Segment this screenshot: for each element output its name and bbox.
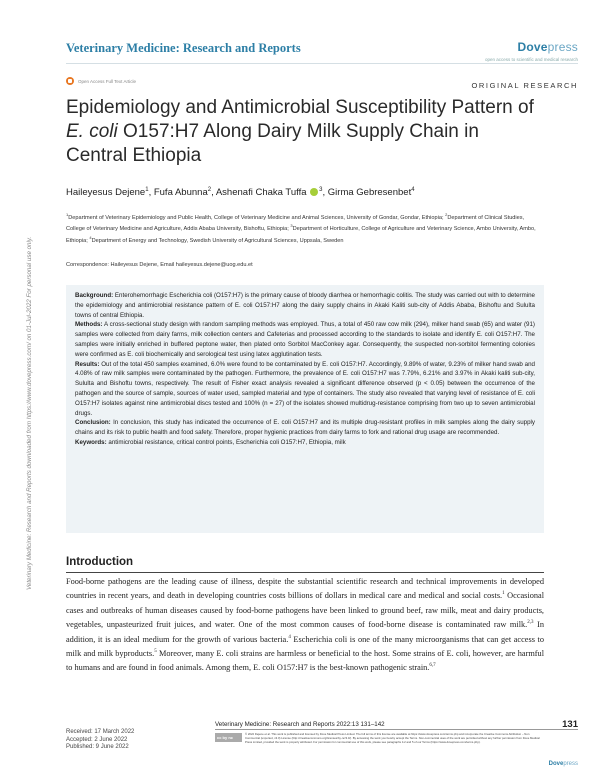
- abstract-section-text: A cross-sectional study design with random sampling methods was employed. Thus, a total of 450 raw cow milk (294), milker hand swab (65) and water (91) samples were collected from dairy farms, milk collection centers and Cafeterias and processed according to the standards to isolate and identify E. coli O157:H7. The samples were initially enriched in buffered peptone water, then plated onto Sorbitol MacConkey agar. Consequently, the suspected non-sorbitol fermenting colonies were confirmed as E. coli biochemically and serological test using latex agglutination tests.: [75, 321, 535, 358]
- download-watermark-text: Veterinary Medicine: Research and Reports downloaded from https://www.dovepress.com/ on 01-Jul-2022 For personal use only.: [26, 236, 33, 590]
- article-type: ORIGINAL RESEARCH: [471, 81, 578, 90]
- abstract-results: [75, 360, 535, 419]
- affiliation-text: Department of Clinical Studies, College of Veterinary Medicine and Agriculture, Addis Ababa University, Bishoftu, Ethiopia;: [66, 214, 525, 233]
- citation-ref[interactable]: 4: [288, 634, 291, 640]
- author-affiliation-ref: 1: [145, 187, 149, 193]
- author-list: Haileyesus Dejene$^1$, Fufa Abunna$^2$, Ashenafi Chaka Tuffa $^3$, Girma Gebresenbet$^4$: [66, 187, 415, 199]
- citation-ref[interactable]: 1: [502, 591, 505, 597]
- page-number: 131: [562, 719, 578, 730]
- intro-text: Moreover, many E. coli strains are harmless or beneficial to the host. Some strains of E. coli, however, are harmful to humans and are found in food animals. Among them, E. coli O157:H7 is the best-known pathogenic strain.: [66, 649, 544, 673]
- section-heading: Introduction: [66, 556, 134, 568]
- author-name: Fufa Abunna: [153, 187, 208, 199]
- affiliation-number: 4: [89, 234, 92, 240]
- title-part2: O157:H7 Along Dairy Milk Supply Chain in Central Ethiopia: [66, 121, 479, 166]
- accepted-date: Accepted: 2 June 2022: [66, 736, 128, 743]
- abstract-section-label: Methods:: [75, 321, 103, 329]
- author-affiliation-ref: 3: [319, 187, 323, 193]
- open-access-lock-icon: [66, 77, 74, 85]
- intro-text: In addition, it is an ideal medium for the growth of various bacteria.: [66, 620, 544, 644]
- abstract-box: [66, 285, 544, 533]
- article-title: [66, 96, 536, 168]
- intro-text: Occasional cases and outbreaks of human diseases caused by food-borne pathogens have been linked to ground beef, raw milk, meat and dairy products, vegetables, unpasteurized fruit juices, and water. One of the most common causes of food-borne disease is contaminated raw milk.: [66, 591, 544, 630]
- citation-ref[interactable]: 5: [154, 649, 157, 655]
- cc-license-label: cc by nc: [217, 735, 234, 740]
- abstract-section-text: Out of the total 450 samples examined, 6.0% were found to be contaminated by E. coli O157:H7. Accordingly, 9.89% of water, 9.23% of milker hand swab and 4.08% of raw milk samples were contaminated by the pathogen. Furthermore, the prevalence of E. coli O157:H7 was 7.79%, 6.21% and 3.97% in Akaki kaliti sub-city, Sululta and Bishoftu towns, respectively. The result of Fisher exact analysis revealed a significant difference observed (p < 0.05) between the occurrence of the pathogen and the source of sample, sources of water used, sampled material and type of containers. The study also revealed that varying level of resistance of E. coli O157:H7 isolates against nine antimicrobial discs tested and 100% (n = 27) of the isolates showed multidrug-resistance comprising from two up to seven antimicrobial drugs.: [75, 360, 535, 417]
- affiliation-number: 3: [290, 223, 293, 229]
- correspondence: Correspondence: Haileyesus Dejene, Email haileyesus.dejene@uog.edu.et: [66, 262, 253, 268]
- affiliation-text: Department of Veterinary Epidemiology and Public Health, College of Veterinary Medicine and Animal Sciences, University of Gondar, Gondar, Ethiopia;: [68, 214, 446, 221]
- section-divider: [66, 572, 544, 573]
- introduction-paragraph: [66, 575, 544, 676]
- publisher-logo-light: press: [547, 40, 578, 54]
- affiliation-text: Department of Energy and Technology, Swedish University of Agricultural Sciences, Uppsala, Sweden: [91, 237, 344, 244]
- open-access-badge: [66, 77, 136, 85]
- license-text: © 2022 Dejene et al. This work is published and licensed by Dove Medical Press Limited. The full terms of this license are available at https://www.dovepress.com/terms.php and incorporate the Creative Commons Attribution – Non Commercial (unported, v3.0) License (http://creativecommons.org/licenses/by-nc/3.0/). By accessing the work you hereby accept the Terms. Non-commercial uses of the work are permitted without any further permission from Dove Medical Press Limited, provided the work is properly attributed. For permission for commercial use of this work, please see paragraphs 4.2 and 5 of our Terms (https://www.dovepress.com/terms.php).: [245, 732, 540, 744]
- footer-divider: [215, 729, 578, 730]
- citation-ref[interactable]: 6,7: [429, 663, 436, 669]
- abstract-background: [75, 291, 535, 320]
- affiliation-text: Department of Horticulture, College of Agriculture and Veterinary Science, Ambo University, Ambo, Ethiopia;: [66, 226, 536, 244]
- title-italic: E. coli: [66, 121, 118, 142]
- orcid-icon[interactable]: [310, 188, 318, 196]
- affiliation-number: 2: [445, 212, 448, 217]
- abstract-section-label: Results:: [75, 360, 100, 368]
- abstract-section-text: In conclusion, this study has indicated the occurrence of E. coli O157:H7 and its multiple drug-resistant profiles in milk samples along the dairy supply chains and its risk to public health and food safety. Therefore, proper hygienic practices from dairy farms to fork and rational drug usage are recommended.: [75, 419, 535, 437]
- published-date: Published: 9 June 2022: [66, 744, 129, 750]
- open-access-label: Open Access Full Text Article: [78, 78, 136, 84]
- header-divider: [66, 63, 578, 64]
- download-watermark: [4, 150, 44, 590]
- publisher-tagline: open access to scientific and medical research: [484, 57, 578, 62]
- abstract-methods: [75, 320, 535, 359]
- abstract-section-label: Conclusion:: [75, 419, 111, 427]
- author-affiliation-ref: 2: [207, 187, 212, 193]
- affiliation-number: 1: [66, 212, 69, 217]
- intro-text: Food-borne pathogens are the leading cause of illness, despite the substantial scientific research and technical improvements in developed countries in recent years, and death in developing countries costs billions of dollars in medical care and medical and social costs.: [66, 577, 544, 601]
- cc-license-icon[interactable]: [215, 733, 242, 742]
- footer-logo-strong: Dove: [548, 761, 564, 767]
- abstract-keywords: [75, 438, 535, 448]
- publisher-logo: [485, 40, 578, 62]
- publisher-logo-strong: Dove: [517, 40, 548, 54]
- article-dates: [66, 729, 134, 752]
- footer-publisher-logo: [549, 761, 578, 767]
- affiliations: [66, 211, 542, 245]
- author-name: Girma Gebresenbet: [327, 187, 412, 199]
- keywords-label: Keywords:: [75, 438, 107, 446]
- received-date: Received: 17 March 2022: [66, 729, 135, 735]
- journal-title: Veterinary Medicine: Research and Reports: [66, 41, 301, 55]
- citation-ref[interactable]: 2,3: [527, 620, 534, 626]
- abstract-section-text: Enterohemorrhagic Escherichia coli (O157:H7) is the primary cause of bloody diarrhea or hemorrhagic colitis. The study was carried out with to determine the epidemiology and antimicrobial resistance pattern of E. coli O157:H7 along the dairy supply chains in Akaki Kaliti sub-city of Addis Ababa, Bishoftu and Sululta towns of central Ethiopia.: [75, 292, 535, 319]
- author-name: Ashenafi Chaka Tuffa: [215, 187, 307, 199]
- footer-citation: Veterinary Medicine: Research and Reports 2022:13 131–142: [215, 721, 385, 728]
- footer-logo-light: press: [563, 761, 578, 767]
- abstract-conclusion: [75, 418, 535, 438]
- abstract-section-label: Background:: [75, 292, 114, 299]
- title-part1: Epidemiology and Antimicrobial Susceptibility Pattern of: [66, 97, 534, 118]
- keywords-text: antimicrobial resistance, critical control points, Escherichia coli O157:H7, Ethiopia, milk: [108, 438, 346, 446]
- author-name: Haileyesus Dejene: [66, 187, 146, 199]
- author-affiliation-ref: 4: [411, 187, 415, 193]
- intro-text: Escherichia coli is one of the many microorganisms that can get access to milk and milk byproducts.: [66, 634, 544, 659]
